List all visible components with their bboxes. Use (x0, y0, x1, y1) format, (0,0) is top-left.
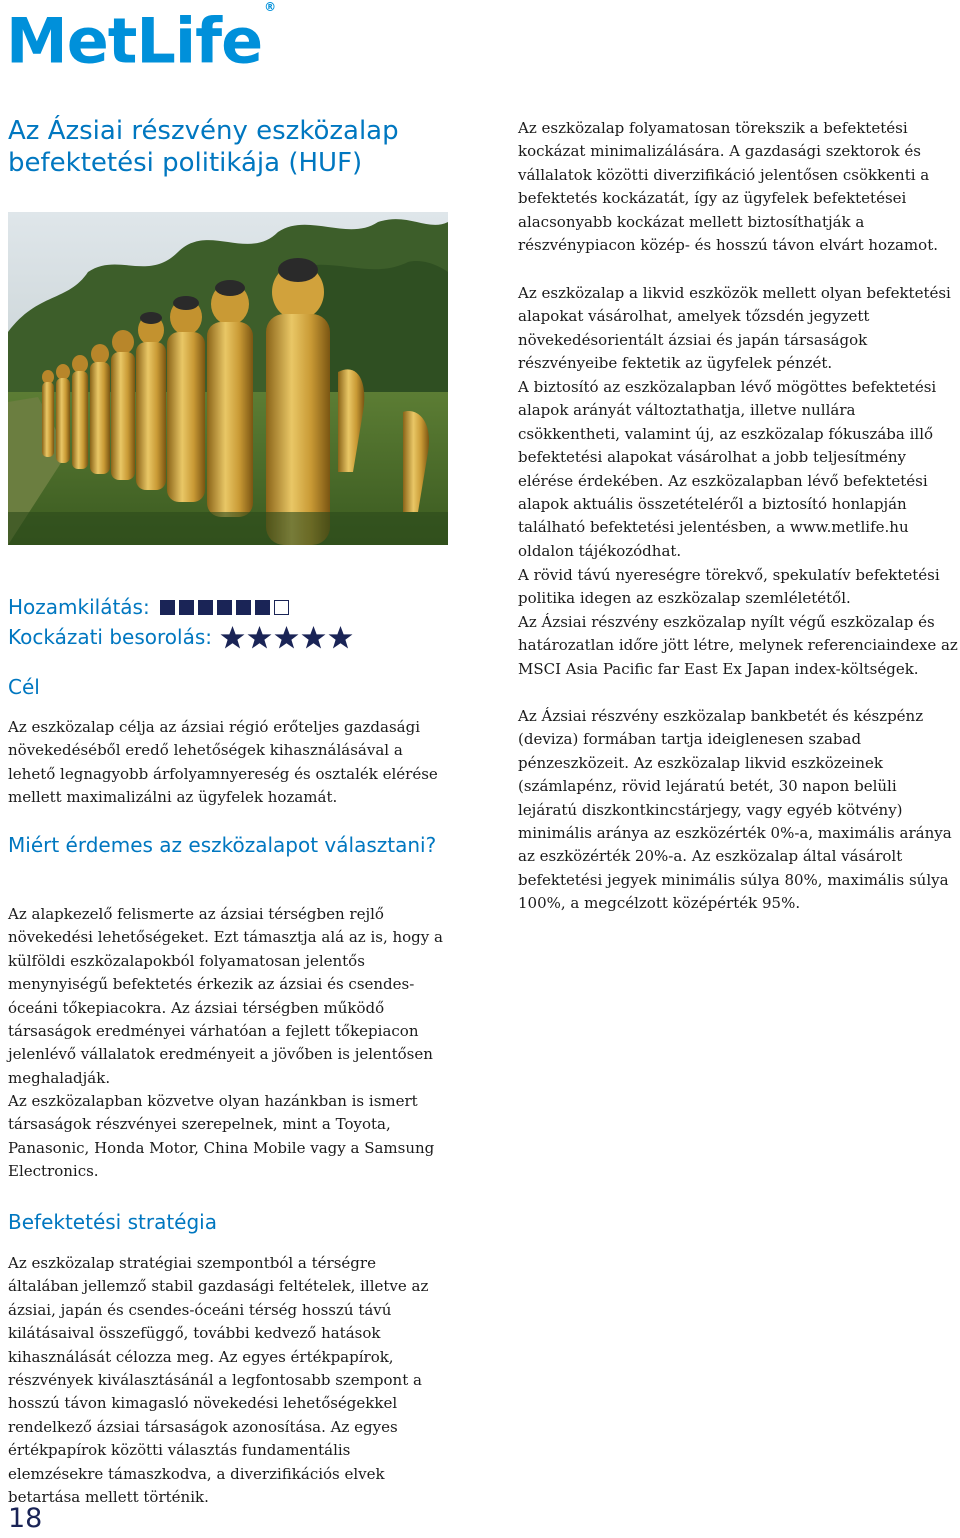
registered-mark: ® (264, 0, 276, 14)
buddha-statues-photo (8, 212, 448, 545)
risk-label: Kockázati besorolás: (8, 625, 212, 649)
strategia-text: Az eszközalap stratégiai szempontból a térségre általában jellemző stabil gazdasági feltételek, illetve az ázsiai, japán és csendes-óceáni térség hosszú távú kilátásaival összefüggő, további kedvező hatások kihasználását célozza meg. Az egyes értékpapírok, részvények kiválasztásánál a legfontosabb szempont a hosszú távon kimagasló növekedési lehetőségekkel rendelkező ázsiai társaságok azonosítása. Az egyes értékpapírok közötti választás fundamentális elemzésekre támaszkodva, a diverzifikációs elvek betartása mellett történik. (8, 1254, 429, 1507)
outlook-square-filled (198, 600, 213, 615)
star-icon (301, 625, 326, 650)
outlook-squares (160, 600, 293, 615)
outlook-square-empty (274, 600, 289, 615)
outlook-row (8, 592, 355, 622)
right-paragraph-5: Az Ázsiai részvény eszközalap nyílt végű eszközalap és határozatlan időre jött létre, melynek referenciaindexe az MSCI Asia Pacific far East Ex Japan index-költségek. (518, 613, 958, 678)
rating-block (8, 592, 355, 652)
page-title: Az Ázsiai részvény eszközalap befektetési politikája (HUF) (8, 116, 399, 178)
risk-row (8, 622, 355, 652)
outlook-label: Hozamkilátás: (8, 595, 150, 619)
strategia-heading: Befektetési stratégia (8, 1210, 217, 1234)
right-paragraph-4: A rövid távú nyereségre törekvő, spekulatív befektetési politika idegen az eszközalap szemléletétől. (518, 566, 940, 608)
cel-heading: Cél (8, 675, 40, 699)
star-icon (220, 625, 245, 650)
star-icon (328, 625, 353, 650)
metlife-logo (6, 2, 275, 77)
outlook-square-filled (160, 600, 175, 615)
right-paragraph-3: A biztosító az eszközalapban lévő mögöttes befektetési alapok arányát változtathatja, illetve nullára csökkentheti, valamint új, az eszközalap fókuszába illő befektetési alapokat vásárolhat a jobb teljesítmény elérése érdekében. Az eszközalapban lévő befektetési alapok aktuális összetételéről a biztosító honlapján található befektetési jelentésben, a www.metlife.hu oldalon tájékozódhat. (518, 378, 937, 560)
right-paragraph-2: Az eszközalap a likvid eszközök mellett olyan befektetési alapokat vásárolhat, amelyek tőzsdén jegyzett növekedésorientált ázsiai és japán társaságok részvényeibe fektetik az ügyfelek pénzét. (518, 284, 951, 373)
risk-stars (220, 625, 355, 650)
miert-heading: Miért érdemes az eszközalapot választani? (8, 833, 437, 857)
right-paragraph-1: Az eszközalap folyamatosan törekszik a befektetési kockázat minimalizálására. A gazdasági szektorok és vállalatok közötti diverzifikáció jelentősen csökkenti a befektetés kockázatát, így az ügyfelek befektetései alacsonyabb kockázat mellett biztosíthatják a részvénypiacon közép- és hosszú távon elvárt hozamot. (518, 119, 938, 255)
cel-text: Az eszközalap célja az ázsiai régió erőteljes gazdasági növekedéséből eredő lehetőségek kihasználásával a lehető legnagyobb árfolyamnyereség és osztalék elérése mellett maximalizálni az ügyfelek hozamát. (8, 718, 438, 807)
star-icon (247, 625, 272, 650)
outlook-square-filled (236, 600, 251, 615)
miert-text: Az alapkezelő felismerte az ázsiai térségben rejlő növekedési lehetőségeket. Ezt támasztja alá az is, hogy a külföldi eszközalapokból folyamatosan jelentős menynyiségű befektetés érkezik az ázsiai és csendes-óceáni tőkepiacokra. Az ázsiai térségben működő társaságok eredményei várhatóan a fejlett tőkepiacon jelenlévő vállalatok eredményeit a jövőben is jelentősen meghaladják. (8, 905, 443, 1087)
outlook-square-filled (179, 600, 194, 615)
outlook-square-filled (217, 600, 232, 615)
star-icon (274, 625, 299, 650)
logo-text: MetLife (6, 4, 263, 78)
right-paragraph-6: Az Ázsiai részvény eszközalap bankbetét és készpénz (deviza) formában tartja ideiglenesen szabad pénzeszközeit. Az eszközalap likvid eszközeinek (számlapénz, rövid lejáratú betét, 30 napon belüli lejáratú diszkontkincstárjegy, vagy egyéb kötvény) minimális aránya az eszközérték 0%-a, maximális aránya az eszközérték 20%-a. Az eszközalap által vásárolt befektetési jegyek minimális súlya 80%, maximális súlya 100%, a megcélzott középérték 95%. (518, 707, 952, 913)
page-number: 18 (8, 1503, 43, 1534)
buddha-statues-illustration (8, 212, 448, 545)
miert-text-2: Az eszközalapban közvetve olyan hazánkban is ismert társaságok részvényei szerepelnek, mint a Toyota, Panasonic, Honda Motor, China Mobile vagy a Samsung Electronics. (8, 1092, 435, 1181)
outlook-square-filled (255, 600, 270, 615)
